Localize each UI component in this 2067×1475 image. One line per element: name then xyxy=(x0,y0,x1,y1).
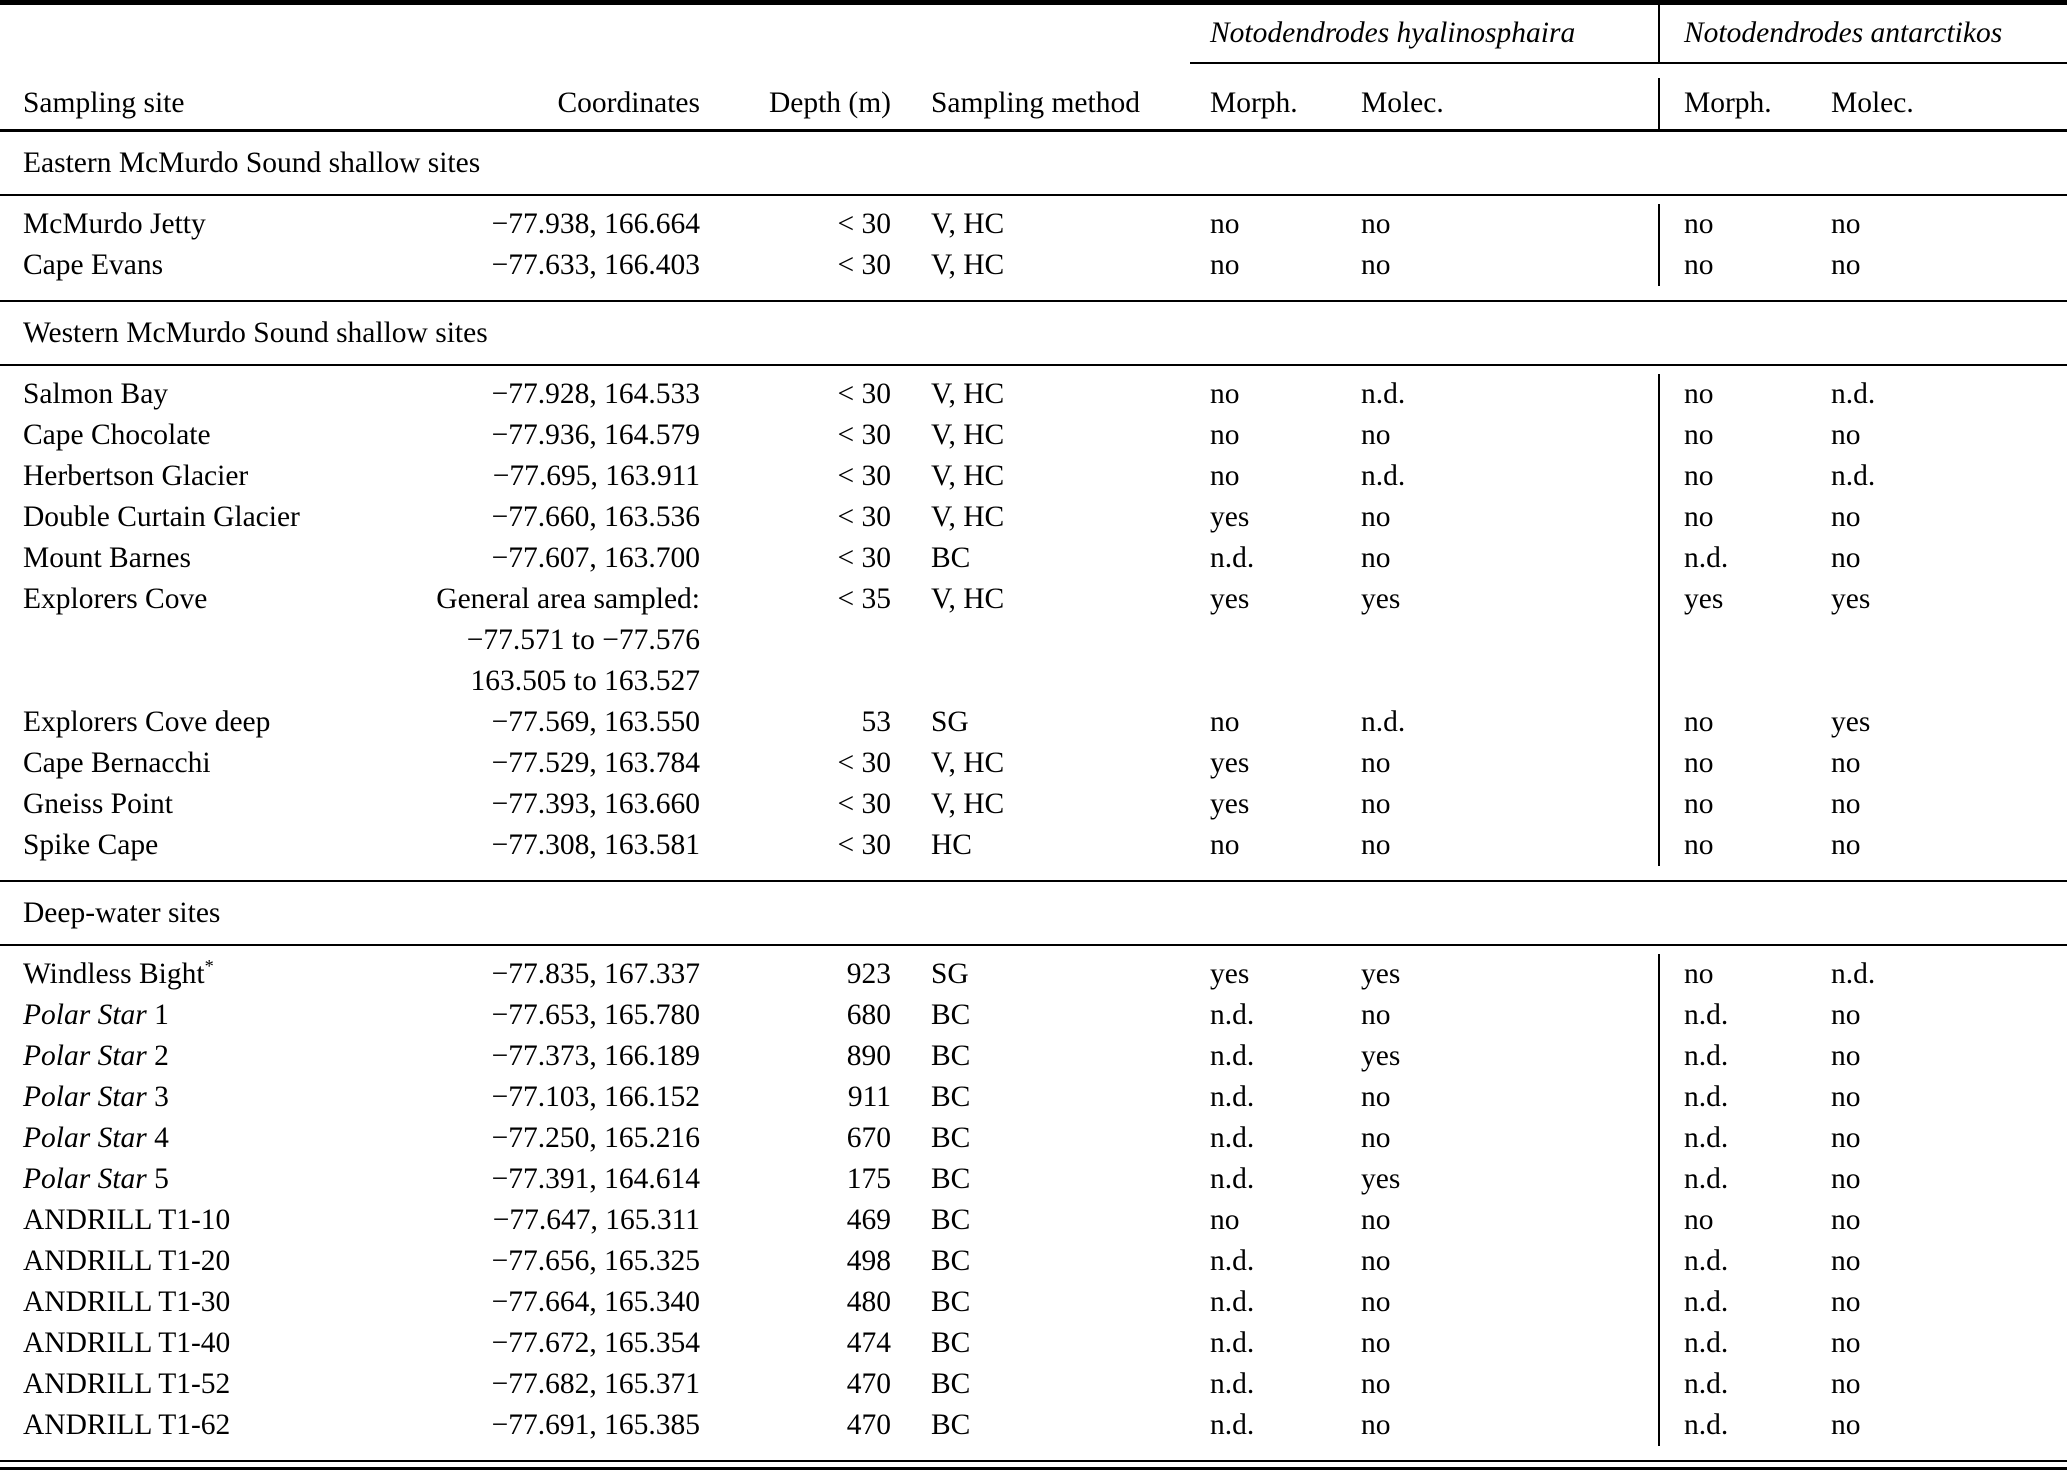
sampling-method-cell: V, HC xyxy=(931,419,1005,451)
nh-morph-cell: n.d. xyxy=(1210,1368,1255,1400)
coordinates-cell xyxy=(390,538,700,579)
na-molec-cell: no xyxy=(1831,829,1861,861)
nh-molec-cell: no xyxy=(1361,1245,1391,1277)
site-cell: ANDRILL T1-62 xyxy=(23,1409,231,1441)
depth-cell: 911 xyxy=(847,1081,891,1113)
table-row xyxy=(0,954,2067,995)
na-morph-cell: n.d. xyxy=(1658,1159,1805,1200)
nh-morph-cell: no xyxy=(1210,829,1240,861)
coordinates-line: 163.505 to 163.527 xyxy=(470,665,700,697)
nh-molec-cell: yes xyxy=(1361,583,1401,615)
na-morph-cell: no xyxy=(1658,825,1805,866)
table-row xyxy=(0,538,2067,579)
species-header-hyalinosphaira: Notodendrodes hyalinosphaira xyxy=(1210,17,1576,49)
depth-cell: 680 xyxy=(846,999,891,1031)
depth-cell: 470 xyxy=(846,1409,891,1441)
coordinates-cell xyxy=(390,1364,700,1405)
depth-cell: 470 xyxy=(846,1368,891,1400)
sampling-method-cell: V, HC xyxy=(931,747,1005,779)
coordinates-line: −77.664, 165.340 xyxy=(491,1286,700,1318)
col-header-depth: Depth (m) xyxy=(768,87,891,119)
coordinates-line: −77.529, 163.784 xyxy=(491,747,700,779)
nh-morph-cell: n.d. xyxy=(1210,542,1255,574)
col-header-na-morph: Morph. xyxy=(1658,78,1805,129)
na-molec-cell: no xyxy=(1831,1327,1861,1359)
na-molec-cell: no xyxy=(1831,1081,1861,1113)
na-morph-cell: n.d. xyxy=(1658,1282,1805,1323)
na-molec-cell: no xyxy=(1831,1122,1861,1154)
site-cell: Cape Chocolate xyxy=(23,419,211,451)
nh-molec-cell: no xyxy=(1361,1368,1391,1400)
depth-cell: 469 xyxy=(846,1204,891,1236)
sampling-method-cell: BC xyxy=(931,1163,971,1195)
nh-morph-cell: no xyxy=(1210,419,1240,451)
na-molec-cell: n.d. xyxy=(1831,958,1876,990)
sampling-method-cell: BC xyxy=(931,542,971,574)
table-row xyxy=(0,825,2067,866)
sampling-method-cell: BC xyxy=(931,1286,971,1318)
nh-molec-cell: no xyxy=(1361,1122,1391,1154)
sampling-method-cell: BC xyxy=(931,1204,971,1236)
nh-morph-cell: no xyxy=(1210,378,1240,410)
table-row xyxy=(0,415,2067,456)
nh-molec-cell: yes xyxy=(1361,958,1401,990)
site-cell: ANDRILL T1-40 xyxy=(23,1327,231,1359)
sampling-method-cell: V, HC xyxy=(931,788,1005,820)
table-row xyxy=(0,1200,2067,1241)
table-row-group xyxy=(0,366,2067,880)
na-molec-cell: no xyxy=(1831,208,1861,240)
coordinates-line: General area sampled: xyxy=(436,583,700,615)
coordinates-cell xyxy=(390,497,700,538)
table-row xyxy=(0,784,2067,825)
nh-molec-cell: no xyxy=(1361,1081,1391,1113)
nh-molec-cell: no xyxy=(1361,747,1391,779)
section-title: Western McMurdo Sound shallow sites xyxy=(23,316,488,349)
coordinates-line: −77.672, 165.354 xyxy=(491,1327,700,1359)
na-molec-cell: n.d. xyxy=(1831,378,1876,410)
coordinates-line: −77.682, 165.371 xyxy=(491,1368,700,1400)
coordinates-line: −77.250, 165.216 xyxy=(491,1122,700,1154)
na-morph-cell: no xyxy=(1658,497,1805,538)
site-cell: Double Curtain Glacier xyxy=(23,501,300,533)
col-header-sampling-method: Sampling method xyxy=(931,87,1140,119)
na-molec-cell: no xyxy=(1831,1286,1861,1318)
col-header-na-molec: Molec. xyxy=(1831,87,1914,119)
na-molec-cell: no xyxy=(1831,501,1861,533)
coordinates-line: −77.391, 164.614 xyxy=(491,1163,700,1195)
nh-molec-cell: no xyxy=(1361,829,1391,861)
na-morph-cell: n.d. xyxy=(1658,1118,1805,1159)
col-header-nh-morph: Morph. xyxy=(1210,87,1298,119)
coordinates-cell xyxy=(390,374,700,415)
site-cell: Polar Star 1 xyxy=(23,999,169,1031)
na-morph-cell: no xyxy=(1658,456,1805,497)
na-morph-cell: n.d. xyxy=(1658,1364,1805,1405)
site-cell: ANDRILL T1-30 xyxy=(23,1286,231,1318)
nh-morph-cell: n.d. xyxy=(1210,1327,1255,1359)
table-row-group xyxy=(0,196,2067,300)
coordinates-cell xyxy=(390,245,700,286)
coordinates-line: −77.928, 164.533 xyxy=(491,378,700,410)
coordinates-cell xyxy=(390,579,700,702)
coordinates-cell xyxy=(390,702,700,743)
site-cell: Spike Cape xyxy=(23,829,159,861)
na-morph-cell: n.d. xyxy=(1658,1405,1805,1446)
coordinates-line: −77.607, 163.700 xyxy=(491,542,700,574)
species-header-antarctikos: Notodendrodes antarctikos xyxy=(1658,5,2067,62)
nh-molec-cell: no xyxy=(1361,1327,1391,1359)
na-molec-cell: no xyxy=(1831,788,1861,820)
depth-cell: < 30 xyxy=(837,419,891,451)
sampling-method-cell: V, HC xyxy=(931,378,1005,410)
na-morph-cell: no xyxy=(1658,954,1805,995)
site-cell: Explorers Cove deep xyxy=(23,706,271,738)
coordinates-cell xyxy=(390,1405,700,1446)
coordinates-line: −77.653, 165.780 xyxy=(491,999,700,1031)
na-morph-cell: no xyxy=(1658,374,1805,415)
table-row xyxy=(0,374,2067,415)
coordinates-cell xyxy=(390,1241,700,1282)
table-row xyxy=(0,1405,2067,1446)
table-row xyxy=(0,1364,2067,1405)
depth-cell: < 30 xyxy=(837,460,891,492)
site-cell: ANDRILL T1-10 xyxy=(23,1204,231,1236)
na-molec-cell: no xyxy=(1831,1368,1861,1400)
sampling-method-cell: V, HC xyxy=(931,249,1005,281)
sampling-method-cell: V, HC xyxy=(931,583,1005,615)
depth-cell: 53 xyxy=(861,706,891,738)
na-molec-cell: no xyxy=(1831,1204,1861,1236)
nh-morph-cell: no xyxy=(1210,706,1240,738)
nh-morph-cell: n.d. xyxy=(1210,1081,1255,1113)
sampling-method-cell: BC xyxy=(931,999,971,1031)
nh-molec-cell: no xyxy=(1361,419,1391,451)
depth-cell: 474 xyxy=(846,1327,891,1359)
nh-morph-cell: yes xyxy=(1210,958,1250,990)
na-molec-cell: no xyxy=(1831,999,1861,1031)
coordinates-cell xyxy=(390,1282,700,1323)
depth-cell: < 30 xyxy=(837,788,891,820)
nh-molec-cell: no xyxy=(1361,788,1391,820)
site-cell: Salmon Bay xyxy=(23,378,169,410)
table-row xyxy=(0,1282,2067,1323)
nh-molec-cell: yes xyxy=(1361,1163,1401,1195)
nh-molec-cell: no xyxy=(1361,542,1391,574)
nh-morph-cell: yes xyxy=(1210,747,1250,779)
table-row xyxy=(0,1241,2067,1282)
na-morph-cell: n.d. xyxy=(1658,1077,1805,1118)
coordinates-cell xyxy=(390,995,700,1036)
depth-cell: 923 xyxy=(846,958,891,990)
depth-cell: < 30 xyxy=(837,378,891,410)
nh-molec-cell: no xyxy=(1361,999,1391,1031)
coordinates-cell xyxy=(390,456,700,497)
depth-cell: < 30 xyxy=(837,829,891,861)
nh-molec-cell: no xyxy=(1361,249,1391,281)
nh-morph-cell: n.d. xyxy=(1210,1286,1255,1318)
site-name-italic: Polar Star xyxy=(23,1163,147,1195)
nh-molec-cell: no xyxy=(1361,1409,1391,1441)
na-molec-cell: no xyxy=(1831,419,1861,451)
depth-cell: < 30 xyxy=(837,747,891,779)
table-row xyxy=(0,1118,2067,1159)
sampling-method-cell: V, HC xyxy=(931,460,1005,492)
nh-morph-cell: n.d. xyxy=(1210,1409,1255,1441)
coordinates-line: −77.660, 163.536 xyxy=(491,501,700,533)
sampling-method-cell: BC xyxy=(931,1409,971,1441)
col-header-sampling-site: Sampling site xyxy=(23,87,185,119)
na-molec-cell: no xyxy=(1831,542,1861,574)
coordinates-line: −77.938, 166.664 xyxy=(491,208,700,240)
nh-molec-cell: no xyxy=(1361,208,1391,240)
na-morph-cell: n.d. xyxy=(1658,538,1805,579)
nh-morph-cell: no xyxy=(1210,460,1240,492)
na-molec-cell: yes xyxy=(1831,706,1871,738)
col-header-nh-molec: Molec. xyxy=(1361,87,1444,119)
na-morph-cell: no xyxy=(1658,245,1805,286)
nh-molec-cell: no xyxy=(1361,1204,1391,1236)
na-molec-cell: no xyxy=(1831,1163,1861,1195)
na-morph-cell: no xyxy=(1658,1200,1805,1241)
na-molec-cell: n.d. xyxy=(1831,460,1876,492)
sampling-method-cell: BC xyxy=(931,1040,971,1072)
table-row xyxy=(0,1077,2067,1118)
na-morph-cell: n.d. xyxy=(1658,1323,1805,1364)
coordinates-cell xyxy=(390,415,700,456)
nh-morph-cell: yes xyxy=(1210,788,1250,820)
site-name-italic: Polar Star xyxy=(23,1081,147,1113)
coordinates-line: −77.835, 167.337 xyxy=(491,958,700,990)
sampling-method-cell: BC xyxy=(931,1245,971,1277)
coordinates-cell xyxy=(390,1118,700,1159)
na-molec-cell: no xyxy=(1831,249,1861,281)
section-title: Deep-water sites xyxy=(23,896,221,929)
table-bottom-thick-rule xyxy=(0,1467,2067,1470)
coordinates-line: −77.103, 166.152 xyxy=(491,1081,700,1113)
coordinates-cell xyxy=(390,204,700,245)
site-name-italic: Polar Star xyxy=(23,1122,147,1154)
site-name-italic: Polar Star xyxy=(23,1040,147,1072)
coordinates-line: −77.691, 165.385 xyxy=(491,1409,700,1441)
coordinates-cell xyxy=(390,1036,700,1077)
nh-morph-cell: n.d. xyxy=(1210,1122,1255,1154)
table-row xyxy=(0,702,2067,743)
table-row xyxy=(0,497,2067,538)
table-row xyxy=(0,579,2067,702)
site-cell: Polar Star 5 xyxy=(23,1163,169,1195)
sampling-method-cell: V, HC xyxy=(931,501,1005,533)
nh-morph-cell: no xyxy=(1210,208,1240,240)
nh-morph-cell: n.d. xyxy=(1210,1040,1255,1072)
table-row xyxy=(0,204,2067,245)
na-morph-cell: no xyxy=(1658,743,1805,784)
site-cell: Polar Star 4 xyxy=(23,1122,169,1154)
depth-cell: < 30 xyxy=(837,208,891,240)
na-morph-cell: no xyxy=(1658,784,1805,825)
table-row xyxy=(0,995,2067,1036)
depth-cell: 480 xyxy=(846,1286,891,1318)
na-molec-cell: no xyxy=(1831,1245,1861,1277)
table-row xyxy=(0,245,2067,286)
nh-morph-cell: yes xyxy=(1210,501,1250,533)
depth-cell: 670 xyxy=(846,1122,891,1154)
na-morph-cell: n.d. xyxy=(1658,1241,1805,1282)
coordinates-cell xyxy=(390,954,700,995)
na-morph-cell: n.d. xyxy=(1658,1036,1805,1077)
site-cell: Windless Bight* xyxy=(23,956,214,990)
depth-cell: 175 xyxy=(846,1163,891,1195)
nh-morph-cell: no xyxy=(1210,249,1240,281)
na-morph-cell: yes xyxy=(1658,579,1805,702)
site-cell: Polar Star 2 xyxy=(23,1040,169,1072)
depth-cell: < 30 xyxy=(837,249,891,281)
depth-cell: < 35 xyxy=(837,583,891,615)
site-asterisk: * xyxy=(204,956,214,977)
nh-morph-cell: n.d. xyxy=(1210,999,1255,1031)
coordinates-line: −77.571 to −77.576 xyxy=(466,624,700,656)
coordinates-cell xyxy=(390,825,700,866)
coordinates-line: −77.373, 166.189 xyxy=(491,1040,700,1072)
depth-cell: 498 xyxy=(846,1245,891,1277)
coordinates-line: −77.393, 163.660 xyxy=(491,788,700,820)
coordinates-cell xyxy=(390,1200,700,1241)
sampling-method-cell: BC xyxy=(931,1327,971,1359)
coordinates-cell xyxy=(390,784,700,825)
nh-molec-cell: n.d. xyxy=(1361,378,1406,410)
coordinates-line: −77.647, 165.311 xyxy=(492,1204,700,1236)
coordinates-line: −77.308, 163.581 xyxy=(491,829,700,861)
site-cell: ANDRILL T1-20 xyxy=(23,1245,231,1277)
na-molec-cell: no xyxy=(1831,747,1861,779)
sampling-method-cell: HC xyxy=(931,829,972,861)
nh-molec-cell: yes xyxy=(1361,1040,1401,1072)
site-cell: Polar Star 3 xyxy=(23,1081,169,1113)
coordinates-cell xyxy=(390,1077,700,1118)
table-row xyxy=(0,1036,2067,1077)
column-header-row xyxy=(0,64,2067,129)
na-morph-cell: no xyxy=(1658,415,1805,456)
coordinates-cell xyxy=(390,1323,700,1364)
sampling-method-cell: BC xyxy=(931,1081,971,1113)
na-morph-cell: n.d. xyxy=(1658,995,1805,1036)
site-cell: Mount Barnes xyxy=(23,542,191,574)
species-header-row xyxy=(0,5,2067,62)
coordinates-cell xyxy=(390,1159,700,1200)
sampling-method-cell: BC xyxy=(931,1122,971,1154)
coordinates-line: −77.656, 165.325 xyxy=(491,1245,700,1277)
site-cell: Cape Evans xyxy=(23,249,164,281)
coordinates-line: −77.633, 166.403 xyxy=(491,249,700,281)
nh-morph-cell: yes xyxy=(1210,583,1250,615)
nh-morph-cell: n.d. xyxy=(1210,1163,1255,1195)
coordinates-line: −77.936, 164.579 xyxy=(491,419,700,451)
nh-morph-cell: n.d. xyxy=(1210,1245,1255,1277)
nh-molec-cell: n.d. xyxy=(1361,706,1406,738)
site-cell: Explorers Cove xyxy=(23,583,208,615)
depth-cell: < 30 xyxy=(837,501,891,533)
na-molec-cell: yes xyxy=(1831,583,1871,615)
coordinates-cell xyxy=(390,743,700,784)
na-morph-cell: no xyxy=(1658,702,1805,743)
sampling-method-cell: SG xyxy=(931,958,969,990)
coordinates-line: −77.695, 163.911 xyxy=(492,460,700,492)
table-row xyxy=(0,743,2067,784)
col-header-coordinates: Coordinates xyxy=(557,87,700,119)
table-body xyxy=(0,132,2067,1460)
na-molec-cell: no xyxy=(1831,1409,1861,1441)
nh-molec-cell: n.d. xyxy=(1361,460,1406,492)
site-name-italic: Polar Star xyxy=(23,999,147,1031)
depth-cell: 890 xyxy=(846,1040,891,1072)
sampling-method-cell: SG xyxy=(931,706,969,738)
nh-molec-cell: no xyxy=(1361,1286,1391,1318)
table-row xyxy=(0,1159,2067,1200)
depth-cell: < 30 xyxy=(837,542,891,574)
sampling-method-cell: BC xyxy=(931,1368,971,1400)
na-molec-cell: no xyxy=(1831,1040,1861,1072)
site-cell: Gneiss Point xyxy=(23,788,173,820)
nh-morph-cell: no xyxy=(1210,1204,1240,1236)
site-cell: ANDRILL T1-52 xyxy=(23,1368,231,1400)
table-row xyxy=(0,1323,2067,1364)
table-row xyxy=(0,456,2067,497)
site-cell: Cape Bernacchi xyxy=(23,747,211,779)
sampling-method-cell: V, HC xyxy=(931,208,1005,240)
table-row-group xyxy=(0,946,2067,1460)
nh-molec-cell: no xyxy=(1361,501,1391,533)
site-cell: McMurdo Jetty xyxy=(23,208,206,240)
section-title: Eastern McMurdo Sound shallow sites xyxy=(23,146,481,179)
coordinates-line: −77.569, 163.550 xyxy=(491,706,700,738)
site-cell: Herbertson Glacier xyxy=(23,460,249,492)
na-morph-cell: no xyxy=(1658,204,1805,245)
